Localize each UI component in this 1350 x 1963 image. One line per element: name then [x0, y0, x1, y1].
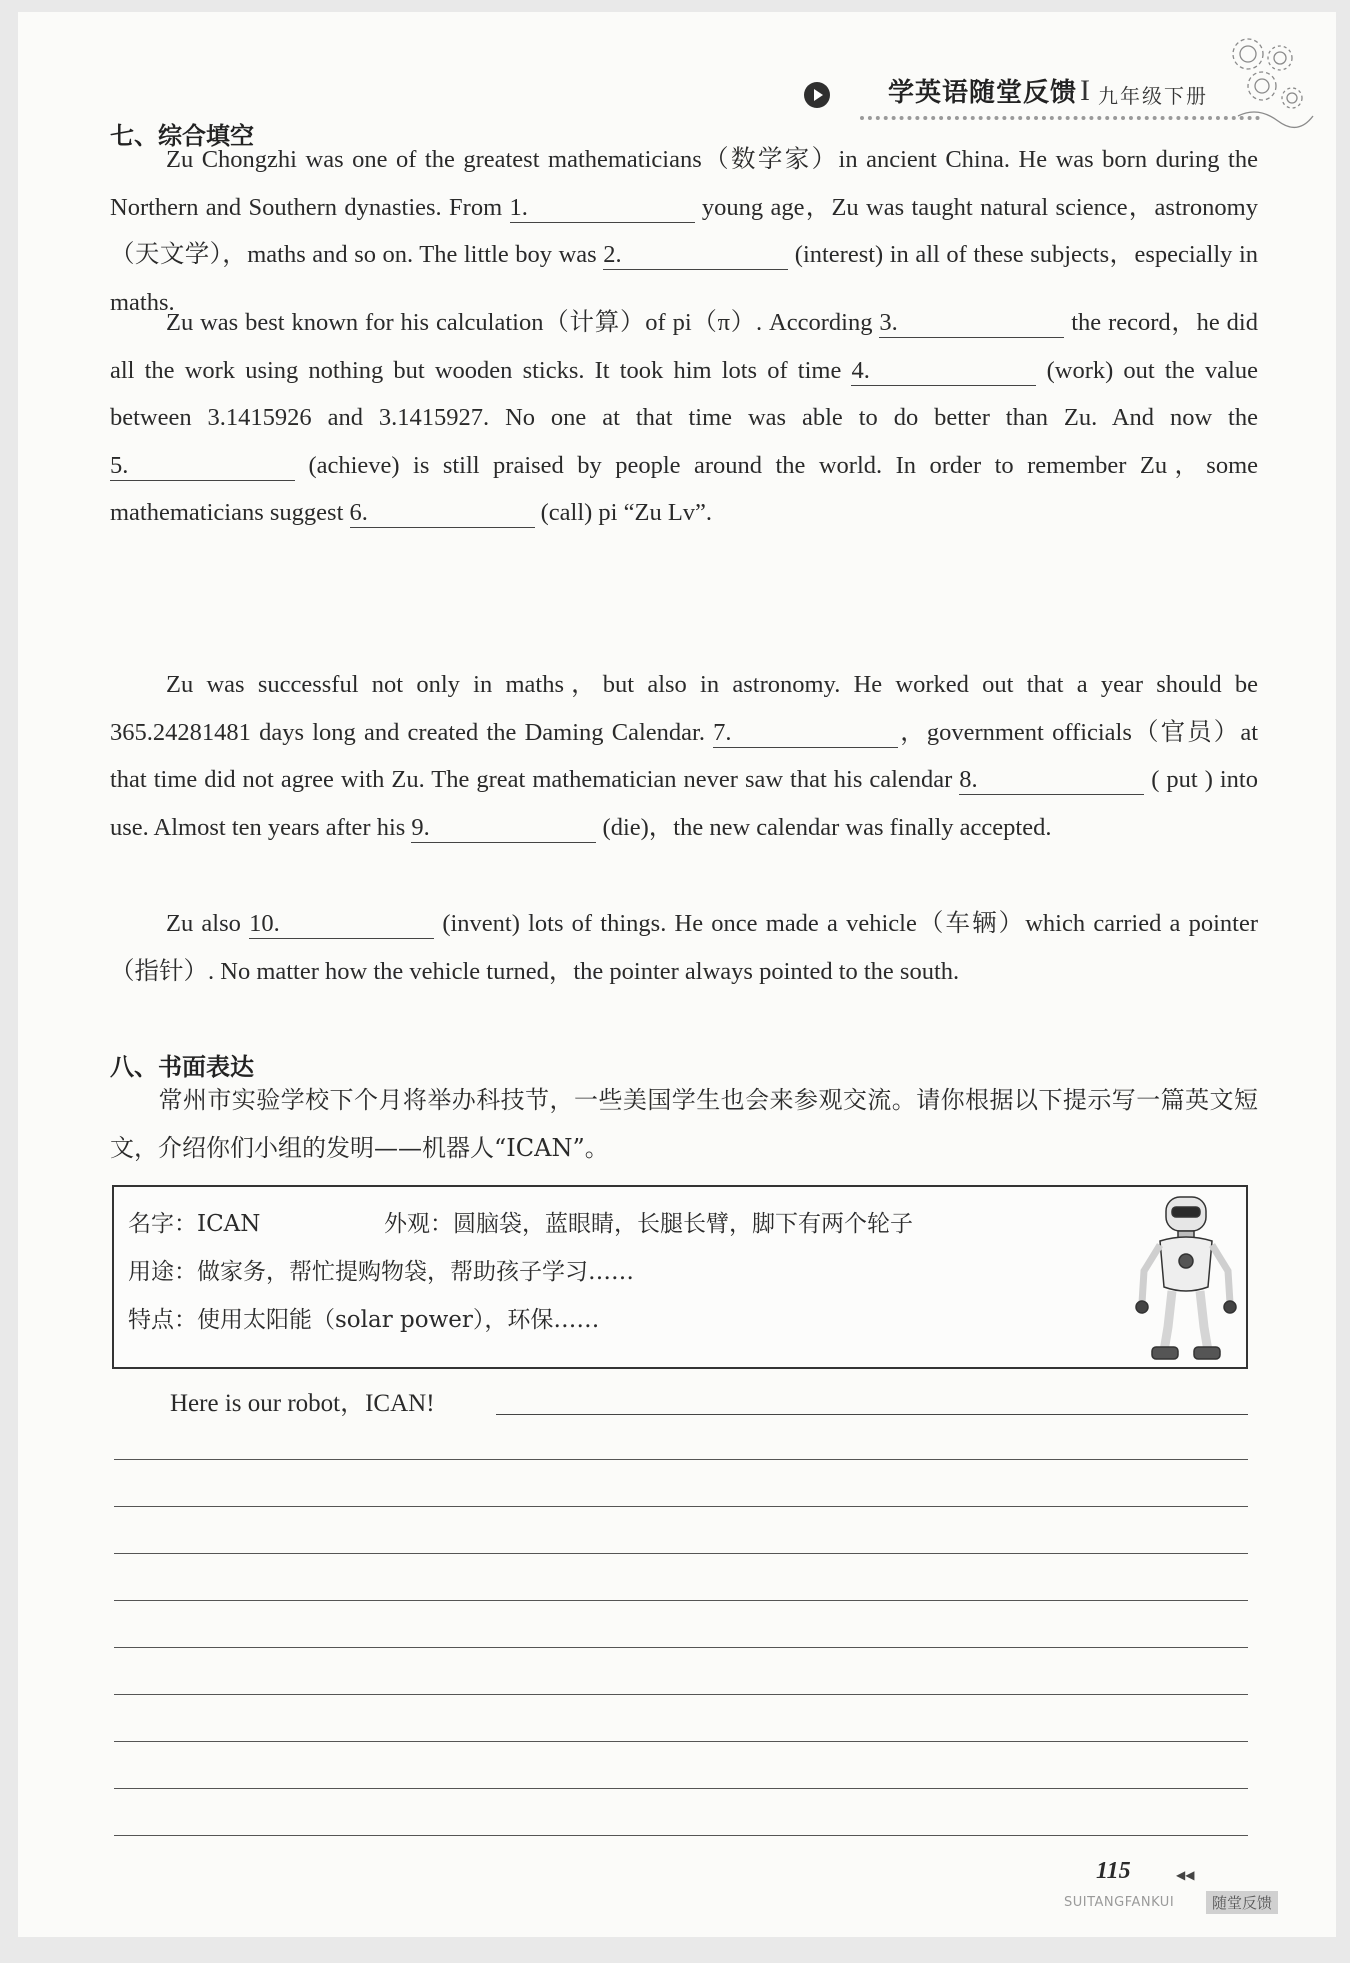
writing-line[interactable] — [114, 1600, 1248, 1601]
book-title: 学英语随堂反馈 — [888, 78, 1078, 108]
writing-prompt: 常州市实验学校下个月将举办科技节，一些美国学生也会来参观交流。请你根据以下提示写一篇英文短文，介绍你们小组的发明——机器人“ICAN”。 — [110, 1086, 1258, 1162]
book-grade: 九年级下册 — [1098, 84, 1208, 108]
writing-line[interactable] — [114, 1506, 1248, 1507]
blank-6[interactable]: 6. — [350, 500, 535, 528]
header-dotted-rule — [860, 116, 1260, 120]
cloze-paragraph-4: Zu also 10. (invent) lots of things. He once made a vehicle（车辆）which carried a pointer（指针）. No matter how the vehicle turned，the pointer always pointed to the south. — [110, 910, 1259, 985]
section-heading-writing: 八、书面表达 — [110, 1053, 254, 1081]
blank-4[interactable]: 4. — [851, 358, 1036, 386]
page-arrow-icon: ◀◀ — [1176, 1868, 1195, 1882]
flower-decoration-icon — [1218, 26, 1318, 136]
writing-line[interactable] — [114, 1553, 1248, 1554]
hint-box — [112, 1185, 1248, 1369]
blank-10[interactable]: 10. — [249, 911, 434, 939]
blank-5[interactable]: 5. — [110, 453, 295, 481]
writing-starter: Here is our robot，ICAN! — [170, 1390, 435, 1417]
cloze-paragraph-3: Zu was successful not only in maths，but also in astronomy. He worked out that a year should be 365.24281481 days long and created the Daming Calendar. 7. ，government officials（官员）at that time did not agree with Zu. The great mathematician never saw that his calendar 8. ( put ) into use. Almost ten years after his 9. (die)，the new calendar was finally accepted. — [110, 671, 1258, 841]
blank-7[interactable]: 7. — [713, 720, 898, 748]
workbook-page — [18, 12, 1336, 1937]
writing-line[interactable] — [114, 1694, 1248, 1695]
writing-line[interactable] — [114, 1741, 1248, 1742]
page-number: 115 — [1096, 1858, 1131, 1884]
hint-appearance: 外观：圆脑袋，蓝眼睛，长腿长臂，脚下有两个轮子 — [384, 1211, 913, 1237]
cloze-paragraph-2: Zu was best known for his calculation（计算）of pi（π）. According 3. the record，he did all the work using nothing but wooden sticks. It took him lots of time 4. (work) out the value between 3.1415926 and 3.1415927. No one at that time was able to do better than Zu. And now the 5. (achieve) is still praised by people around the world. In order to remember Zu，some mathematicians suggest 6. (call) pi “Zu Lv”. — [110, 309, 1258, 527]
hint-feature: 特点：使用太阳能（solar power），环保…… — [128, 1307, 600, 1333]
writing-line[interactable] — [114, 1835, 1248, 1836]
cloze-paragraph-1: Zu Chongzhi was one of the greatest mathematicians（数学家）in ancient China. He was born during the Northern and Southern dynasties. From 1. young age，Zu was taught natural science，astronomy（天文学），maths and so on. The little boy was 2. (interest) in all of these subjects，especially in maths. — [110, 146, 1258, 316]
writing-line[interactable] — [114, 1459, 1248, 1460]
blank-2[interactable]: 2. — [603, 242, 788, 270]
hint-name: 名字：ICAN — [128, 1211, 261, 1237]
hint-use: 用途：做家务，帮忙提购物袋，帮助孩子学习…… — [128, 1259, 634, 1285]
play-bullet-icon — [804, 82, 830, 108]
writing-line[interactable] — [114, 1647, 1248, 1648]
blank-9[interactable]: 9. — [411, 815, 596, 843]
blank-8[interactable]: 8. — [959, 767, 1144, 795]
blank-1[interactable]: 1. — [510, 195, 695, 223]
writing-line[interactable] — [114, 1788, 1248, 1789]
section-heading-cloze: 七、综合填空 — [110, 122, 254, 150]
robot-image — [1130, 1191, 1242, 1363]
title-separator: I — [1080, 74, 1090, 107]
blank-3[interactable]: 3. — [879, 310, 1064, 338]
writing-line-0[interactable] — [496, 1414, 1248, 1415]
footer-brand-cn: 随堂反馈 — [1206, 1891, 1278, 1914]
footer-brand-en: SUITANGFANKUI — [1064, 1895, 1175, 1910]
